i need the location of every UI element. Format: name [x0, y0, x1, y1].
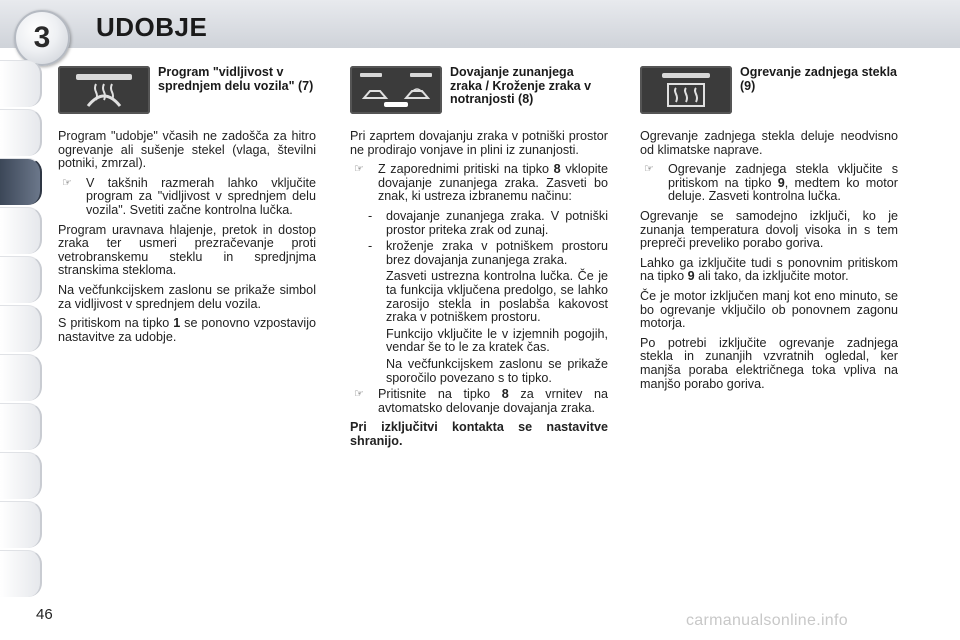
- bullet-text: Z zaporednimi pritiski na tipko 8 vklopite dovajanje zunanjega zraka. Zasveti bo znak, ki ustreza izbranemu načinu:: [378, 162, 609, 204]
- chapter-tab[interactable]: [0, 550, 42, 597]
- feature-title: Ogrevanje zadnjega stekla (9): [740, 65, 898, 93]
- bullet-text: Pritisnite na tipko 8 za vrnitev na avtomatsko delovanje dovajanja zraka.: [378, 387, 609, 415]
- indented-paragraph: Funkcijo vključite le v izjemnih pogojih, vendar še to le za kratek čas.: [386, 326, 608, 355]
- paragraph: S pritiskom na tipko 1 se ponovno vzpostavijo nastavitve za udobje.: [58, 316, 316, 344]
- chapter-tab[interactable]: [0, 305, 42, 352]
- paragraph: Ogrevanje zadnjega stekla deluje neodvisno od klimatske naprave.: [640, 129, 898, 157]
- air-recirculation-icon: [350, 66, 442, 114]
- hand-pointer-icon: ☞: [354, 388, 364, 401]
- paragraph: Program "udobje" včasih ne zadošča za hitro ogrevanje ali sušenje stekel (vlaga, številni potniki, zmrzal).: [58, 129, 316, 171]
- chapter-tab[interactable]: [0, 256, 42, 303]
- bullet-text: Ogrevanje zadnjega stekla vključite s pritiskom na tipko 9, medtem ko motor deluje. Zasveti kontrolna lučka.: [668, 162, 898, 204]
- paragraph: Program uravnava hlajenje, pretok in dostop zraka ter usmeri prezračevanje proti vetrobranskemu steklu in spredjnjma stranskima stekloma.: [58, 222, 316, 278]
- chapter-tab[interactable]: [0, 403, 42, 450]
- chapter-tab[interactable]: [0, 60, 42, 107]
- key-number: 8: [553, 162, 561, 177]
- column-air-recirculation: [350, 66, 608, 454]
- paragraph: Lahko ga izključite tudi s ponovnim pritiskom na tipko 9 ali tako, da izključite motor.: [640, 255, 898, 284]
- hand-pointer-icon: ☞: [62, 176, 72, 189]
- dash-item: - kroženje zraka v potniškem prostoru brez dovajanja zunanjega zraka.: [368, 239, 608, 267]
- key-number: 8: [501, 387, 509, 402]
- paragraph: Če je motor izključen manj kot eno minuto, se bo ogrevanje vključilo ob ponovnem zagonu motorja.: [640, 288, 898, 331]
- bullet-item: [58, 177, 316, 218]
- bullet-item: [350, 388, 608, 415]
- bold-note: Pri izključitvi kontakta se nastavitve shranijo.: [350, 420, 608, 448]
- watermark: carmanualsonline.info: [686, 612, 848, 629]
- paragraph: Pri zaprtem dovajanju zraka v potniški prostor ne prodirajo vonjave in plini iz zunanjosti.: [350, 129, 608, 157]
- paragraph: Po potrebi izključite ogrevanje zadnjega stekla in zunanjih vzvratnih ogledal, ker manjša poraba električnega toka vpliva na manjšo porabo goriva.: [640, 335, 898, 391]
- column-rear-defrost: [640, 66, 898, 397]
- paragraph: Ogrevanje se samodejno izključi, ko je zunanja temperatura dovolj visoka in s tem prepreči preveliko porabo goriva.: [640, 208, 898, 251]
- windscreen-demist-icon: [58, 66, 150, 114]
- indented-paragraph: Zasveti ustrezna kontrolna lučka. Če je ta funkcija vključena predolgo, se lahko zarosijo stekla in poslabša kakovost zraka v potniškem prostoru.: [386, 269, 608, 325]
- column-windscreen-program: [58, 66, 316, 350]
- chapter-tab-active[interactable]: [0, 158, 42, 205]
- key-number: 1: [173, 316, 181, 331]
- bullet-text: V takšnih razmerah lahko vključite program za "vidljivost v sprednjem delu vozila". Svetiti začne kontrolna lučka.: [86, 175, 316, 217]
- hand-pointer-icon: ☞: [354, 163, 364, 176]
- chapter-tab[interactable]: [0, 109, 42, 156]
- indented-paragraph: Na večfunkcijskem zaslonu se prikaže sporočilo povezano s to tipko.: [386, 356, 608, 385]
- chapter-tabs: [0, 60, 42, 599]
- chapter-tab[interactable]: [0, 501, 42, 548]
- feature-header: [58, 66, 316, 118]
- bullet-item: [640, 163, 898, 204]
- feature-title: Program "vidljivost v sprednjem delu vozila" (7): [158, 65, 314, 93]
- page-number: 46: [36, 606, 53, 623]
- hand-pointer-icon: ☞: [644, 163, 654, 176]
- rear-window-heating-icon: [640, 66, 732, 114]
- key-number: 9: [687, 269, 695, 284]
- page-title: UDOBJE: [96, 12, 208, 42]
- bullet-item: [350, 163, 608, 204]
- dash-item: - dovajanje zunanjega zraka. V potniški prostor priteka zrak od zunaj.: [368, 208, 608, 237]
- feature-header: [640, 66, 898, 118]
- chapter-tab[interactable]: [0, 207, 42, 254]
- feature-title: Dovajanje zunanjega zraka / Kroženje zraka v notranjosti (8): [450, 65, 592, 106]
- chapter-tab[interactable]: [0, 354, 42, 401]
- key-number: 9: [777, 175, 785, 190]
- chapter-badge: 3: [14, 10, 70, 66]
- chapter-tab[interactable]: [0, 452, 42, 499]
- paragraph: Na večfunkcijskem zaslonu se prikaže simbol za vidljivost v sprednjem delu vozila.: [58, 282, 316, 311]
- feature-header: [350, 66, 608, 118]
